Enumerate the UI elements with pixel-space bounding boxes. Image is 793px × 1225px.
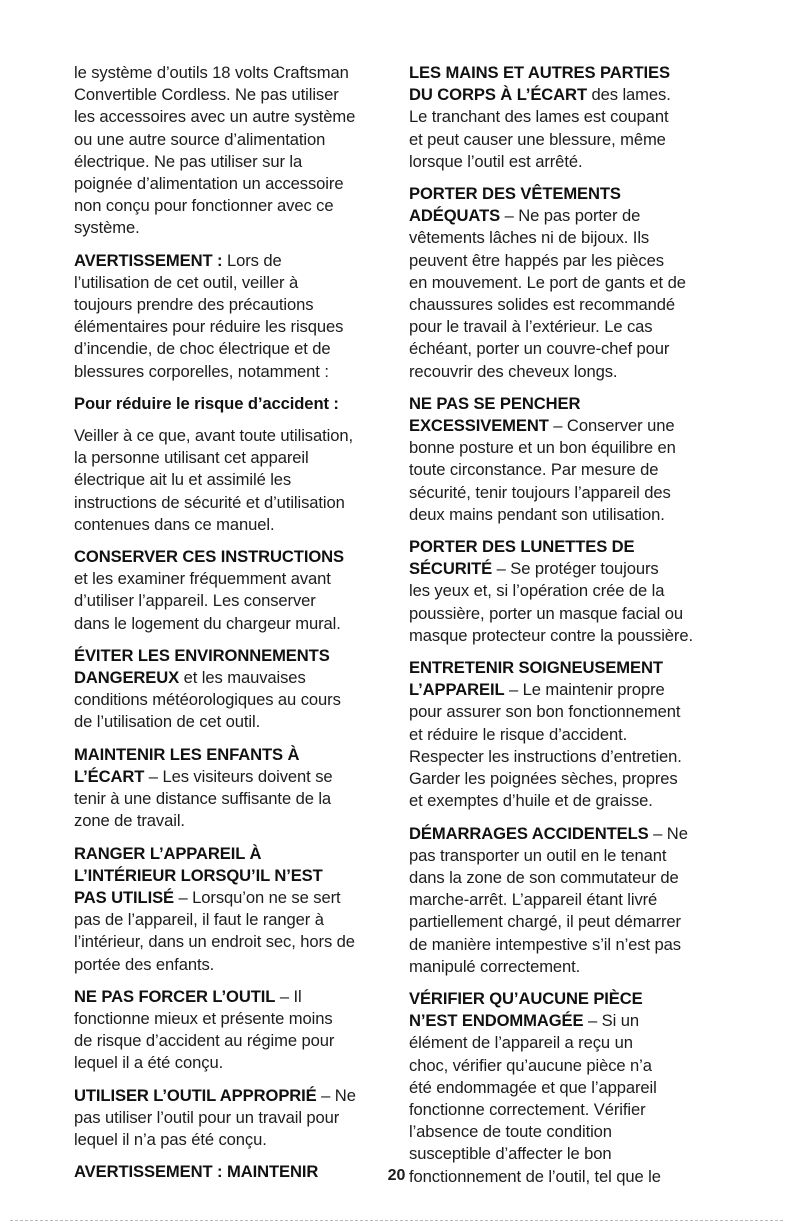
paragraph <box>409 536 791 647</box>
paragraph-text: – Ne pas transporter un outil en le tenant dans la zone de son commutateur de marche-arrêt. L’appareil étant livré partiellement chargé, il peut démarrer de manière intempestive s’il n’est pas manipulé correctement. <box>409 823 688 976</box>
left-column <box>74 62 392 1193</box>
paragraph-text: – Le maintenir propre pour assurer son bon fonctionnement et réduire le risque d’accident. Respecter les instructions d’entretien. Garder les poignées sèches, propres et exemptes d’huile et de graisse. <box>409 680 682 811</box>
paragraph <box>74 546 392 635</box>
paragraph-heading: PORTER DES LUNETTES DE SÉCURITÉ <box>409 537 635 579</box>
paragraph-text: des lames. Le tranchant des lames est coupant et peut causer une blessure, même lorsque l’outil est arrêté. <box>409 85 671 171</box>
paragraph <box>409 393 791 526</box>
paragraph <box>74 986 392 1075</box>
paragraph-text: – Les visiteurs doivent se tenir à une distance suffisante de la zone de travail. <box>74 766 333 831</box>
paragraph-heading: AVERTISSEMENT : <box>74 250 223 270</box>
paragraph-heading: PORTER DES VÊTEMENTS ADÉQUATS <box>409 184 621 226</box>
paragraph <box>74 744 392 833</box>
paragraph-text: – Ne pas porter de vêtements lâches ni de bijoux. Ils peuvent être happés par les pièces en mouvement. Le port de gants et de chaussures solides est recommandé pour le travail à l’extérieur. Le cas échéant, porter un couvre-chef pour recouvrir des cheveux longs. <box>409 206 686 381</box>
paragraph <box>74 843 392 976</box>
paragraph <box>74 250 392 383</box>
paragraph-text: le système d’outils 18 volts Craftsman Convertible Cordless. Ne pas utiliser les accessoires avec un autre système ou une autre source d’alimentation électrique. Ne pas utiliser sur la poignée d’alimentation un accessoire non conçu pour fonctionner avec ce système. <box>74 63 356 238</box>
paragraph-text: – Conserver une bonne posture et un bon équilibre en toute circonstance. Par mesure de sécurité, tenir toujours l’appareil des deux mains pendant son utilisation. <box>409 416 676 524</box>
paragraph <box>409 657 791 812</box>
paragraph-heading: NE PAS FORCER L’OUTIL <box>74 986 276 1006</box>
paragraph-text: et les mauvaises conditions météorologiques au cours de l’utilisation de cet outil. <box>74 668 341 732</box>
paragraph <box>409 183 791 383</box>
paragraph-heading: ÉVITER LES ENVIRONNEMENTS DANGEREUX <box>74 645 330 688</box>
paragraph <box>74 645 392 734</box>
paragraph-text: – Lorsqu’on ne se sert pas de l’appareil, il faut le ranger à l’intérieur, dans un endroit sec, hors de portée des enfants. <box>74 887 355 974</box>
paragraph-heading: MAINTENIR LES ENFANTS À L’ÉCART <box>74 744 300 786</box>
paragraph <box>74 1085 392 1152</box>
paragraph-heading: VÉRIFIER QU’AUCUNE PIÈCE N’EST ENDOMMAGÉE <box>409 988 643 1031</box>
paragraph-heading: LES MAINS ET AUTRES PARTIES DU CORPS À L’ÉCART <box>409 63 670 105</box>
paragraph-heading: NE PAS SE PENCHER EXCESSIVEMENT <box>409 393 581 436</box>
paragraph <box>74 425 392 536</box>
paragraph-text: Veiller à ce que, avant toute utilisation, la personne utilisant cet appareil électrique ait lu et assimilé les instructions de sécurité et d’utilisation contenues dans ce manuel. <box>74 426 353 534</box>
paragraph <box>409 823 791 978</box>
bottom-divider <box>10 1220 783 1221</box>
paragraph-heading: Pour réduire le risque d’accident : <box>74 393 339 413</box>
paragraph-text: et les examiner fréquemment avant d’utiliser l’appareil. Les conserver dans le logement du chargeur mural. <box>74 569 341 633</box>
paragraph-heading: UTILISER L’OUTIL APPROPRIÉ <box>74 1085 317 1105</box>
right-column <box>409 62 791 1198</box>
paragraph <box>409 62 791 173</box>
paragraph-heading: CONSERVER CES INSTRUCTIONS <box>74 547 345 567</box>
paragraph-text: – Il fonctionne mieux et présente moins de risque d’accident au régime pour lequel il a été conçu. <box>74 986 335 1073</box>
paragraph-heading: ENTRETENIR SOIGNEUSEMENT L’APPAREIL <box>409 658 663 700</box>
paragraph-heading: DÉMARRAGES ACCIDENTELS <box>409 823 649 843</box>
paragraph-text: Lors de l’utilisation de cet outil, veiller à toujours prendre des précautions élémentaires pour réduire les risques d’incendie, de choc électrique et de blessures corporelles, notamment : <box>74 250 344 381</box>
paragraph-heading: RANGER L’APPAREIL À L’INTÉRIEUR LORSQU’IL N’EST PAS UTILISÉ <box>74 843 323 907</box>
paragraph <box>409 988 791 1188</box>
paragraph-text: – Se protéger toujours les yeux et, si l’opération crée de la poussière, porter un masque facial ou masque protecteur contre la poussière. <box>409 559 693 645</box>
paragraph-heading: AVERTISSEMENT : MAINTENIR <box>74 1162 319 1182</box>
page-number: 20 <box>387 1167 406 1184</box>
paragraph-text: – Ne pas utiliser l’outil pour un travail pour lequel il n’a pas été conçu. <box>74 1085 356 1149</box>
paragraph-text: – Si un élément de l’appareil a reçu un choc, vérifier qu’aucune pièce n’a été endommagée et que l’appareil fonctionne correctement. Vérifier l’absence de toute condition susceptible d’affecter le bon fonctionnement de l’outil, tel que le <box>409 1011 661 1186</box>
paragraph <box>74 62 392 240</box>
paragraph <box>74 393 392 415</box>
